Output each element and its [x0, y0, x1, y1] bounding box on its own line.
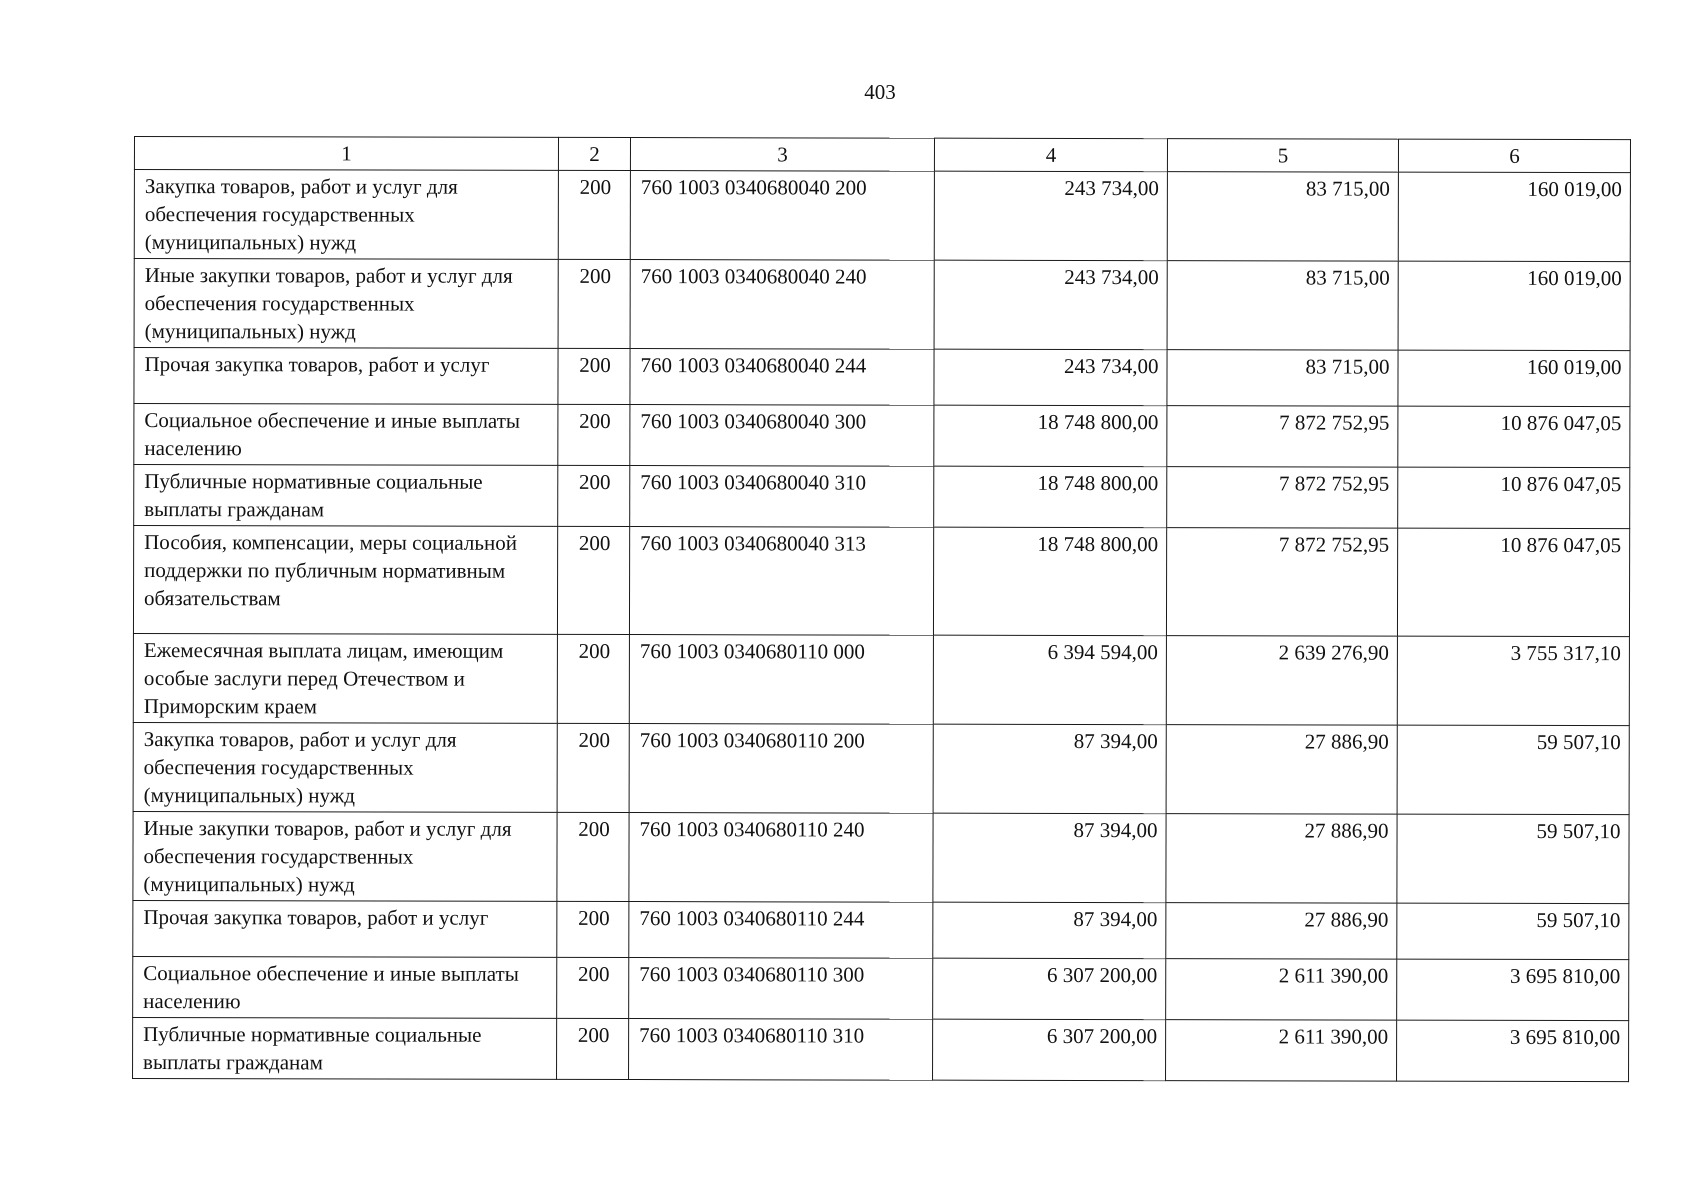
- amount-column-5-cell: 2 611 390,00: [1166, 959, 1397, 1020]
- budget-code-cell: 760 1003 0340680040 310: [630, 466, 934, 528]
- amount-column-4-cell: 18 748 800,00: [934, 466, 1167, 527]
- item-name-cell: Закупка товаров, работ и услуг для обеспечения государственных (муниципальных) нужд: [134, 170, 558, 260]
- budget-code-cell: 760 1003 0340680110 240: [629, 813, 933, 903]
- item-name-cell: Пособия, компенсации, меры социальной поддержки по публичным нормативным обязательствам: [133, 526, 557, 635]
- amount-column-6-cell: 59 507,10: [1397, 814, 1629, 903]
- amount-column-6-cell: 10 876 047,05: [1398, 406, 1630, 467]
- column-header-3: 3: [630, 138, 934, 172]
- table-row: [133, 1017, 1629, 1081]
- budget-table: [132, 136, 1631, 1082]
- amount-column-4-cell: 243 734,00: [934, 260, 1167, 349]
- amount-column-4-cell: 87 394,00: [933, 902, 1166, 958]
- amount-column-5-cell: 7 872 752,95: [1167, 467, 1398, 528]
- budget-code-cell: 760 1003 0340680110 300: [629, 958, 933, 1020]
- table-row: [133, 526, 1629, 637]
- budget-code-cell: 760 1003 0340680110 244: [629, 902, 933, 959]
- table-row: [133, 633, 1629, 725]
- column-2-cell: 200: [557, 526, 629, 634]
- column-2-cell: 200: [558, 404, 630, 465]
- budget-code-cell: 760 1003 0340680040 313: [629, 527, 933, 636]
- amount-column-6-cell: 3 695 810,00: [1397, 1020, 1629, 1081]
- table-row: [133, 900, 1629, 959]
- amount-column-4-cell: 87 394,00: [933, 724, 1166, 813]
- amount-column-5-cell: 7 872 752,95: [1166, 528, 1397, 636]
- item-name-cell: Ежемесячная выплата лицам, имеющим особые заслуги перед Отечеством и Приморским краем: [133, 633, 557, 723]
- column-2-cell: 200: [557, 723, 629, 812]
- header-row: [134, 137, 1630, 173]
- table-row: [133, 811, 1629, 903]
- table-row: [134, 404, 1630, 468]
- item-name-cell: Публичные нормативные социальные выплаты гражданам: [133, 1017, 557, 1079]
- column-2-cell: 200: [557, 812, 629, 901]
- budget-code-cell: 760 1003 0340680040 300: [630, 405, 934, 467]
- amount-column-5-cell: 83 715,00: [1167, 350, 1398, 406]
- amount-column-5-cell: 83 715,00: [1167, 261, 1398, 350]
- item-name-cell: Иные закупки товаров, работ и услуг для обеспечения государственных (муниципальных) нужд: [133, 811, 557, 901]
- amount-column-6-cell: 59 507,10: [1397, 903, 1629, 959]
- amount-column-5-cell: 2 639 276,90: [1166, 636, 1397, 725]
- column-header-2: 2: [558, 137, 630, 170]
- table-row: [134, 465, 1630, 529]
- amount-column-4-cell: 243 734,00: [934, 171, 1167, 260]
- item-name-cell: Прочая закупка товаров, работ и услуг: [133, 900, 557, 957]
- amount-column-4-cell: 18 748 800,00: [934, 405, 1167, 466]
- column-2-cell: 200: [558, 465, 630, 526]
- amount-column-4-cell: 6 307 200,00: [933, 1019, 1166, 1080]
- column-2-cell: 200: [557, 634, 629, 723]
- column-2-cell: 200: [558, 259, 630, 348]
- amount-column-5-cell: 27 886,90: [1166, 903, 1397, 959]
- amount-column-4-cell: 6 307 200,00: [933, 958, 1166, 1019]
- budget-code-cell: 760 1003 0340680110 000: [629, 635, 933, 725]
- table-row: [134, 348, 1630, 407]
- amount-column-5-cell: 7 872 752,95: [1167, 406, 1398, 467]
- budget-code-cell: 760 1003 0340680040 240: [630, 260, 934, 350]
- amount-column-6-cell: 59 507,10: [1397, 725, 1629, 814]
- amount-column-6-cell: 160 019,00: [1398, 172, 1630, 261]
- table-body: [133, 170, 1631, 1082]
- budget-code-cell: 760 1003 0340680040 244: [630, 349, 934, 406]
- column-2-cell: 200: [557, 901, 629, 957]
- column-header-4: 4: [934, 138, 1167, 171]
- item-name-cell: Закупка товаров, работ и услуг для обеспечения государственных (муниципальных) нужд: [133, 722, 557, 812]
- item-name-cell: Социальное обеспечение и иные выплаты населению: [134, 404, 558, 466]
- item-name-cell: Публичные нормативные социальные выплаты гражданам: [134, 465, 558, 527]
- budget-code-cell: 760 1003 0340680110 200: [629, 724, 933, 814]
- page-number: 403: [864, 80, 896, 104]
- table-row: [133, 956, 1629, 1020]
- budget-code-cell: 760 1003 0340680040 200: [630, 171, 934, 261]
- amount-column-4-cell: 18 748 800,00: [933, 527, 1166, 635]
- amount-column-6-cell: 10 876 047,05: [1397, 528, 1629, 636]
- amount-column-5-cell: 83 715,00: [1167, 172, 1398, 261]
- table-header: [134, 137, 1630, 173]
- column-header-5: 5: [1167, 139, 1398, 172]
- table-row: [133, 722, 1629, 814]
- amount-column-5-cell: 2 611 390,00: [1166, 1020, 1397, 1081]
- amount-column-6-cell: 10 876 047,05: [1398, 467, 1630, 528]
- budget-code-cell: 760 1003 0340680110 310: [629, 1019, 933, 1081]
- column-header-6: 6: [1398, 139, 1630, 172]
- item-name-cell: Прочая закупка товаров, работ и услуг: [134, 348, 558, 405]
- amount-column-5-cell: 27 886,90: [1166, 725, 1397, 814]
- amount-column-6-cell: 160 019,00: [1398, 261, 1630, 350]
- amount-column-6-cell: 3 695 810,00: [1397, 959, 1629, 1020]
- column-2-cell: 200: [558, 170, 630, 259]
- column-2-cell: 200: [557, 1018, 629, 1079]
- amount-column-6-cell: 3 755 317,10: [1397, 636, 1629, 725]
- item-name-cell: Иные закупки товаров, работ и услуг для обеспечения государственных (муниципальных) нужд: [134, 259, 558, 349]
- amount-column-5-cell: 27 886,90: [1166, 814, 1397, 903]
- amount-column-4-cell: 243 734,00: [934, 349, 1167, 405]
- table-row: [134, 170, 1630, 262]
- item-name-cell: Социальное обеспечение и иные выплаты населению: [133, 956, 557, 1018]
- column-header-1: 1: [134, 137, 558, 171]
- column-2-cell: 200: [557, 957, 629, 1018]
- amount-column-4-cell: 87 394,00: [933, 813, 1166, 902]
- amount-column-4-cell: 6 394 594,00: [933, 635, 1166, 724]
- table-row: [134, 259, 1630, 351]
- amount-column-6-cell: 160 019,00: [1398, 350, 1630, 406]
- column-2-cell: 200: [558, 348, 630, 404]
